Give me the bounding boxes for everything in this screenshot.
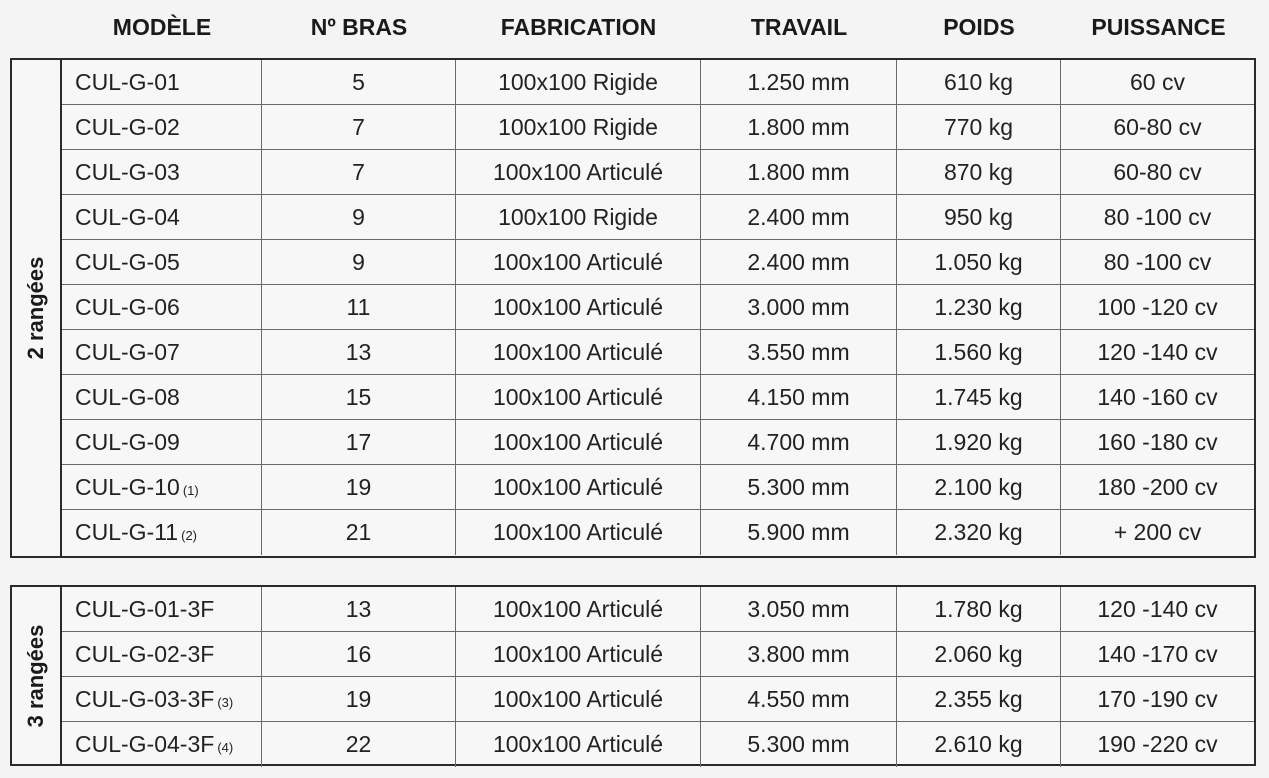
cell-travail: [701, 330, 897, 374]
cell-puissance-text: 100 -120 cv: [1097, 294, 1218, 320]
table-row: [62, 420, 1254, 465]
table-row: [62, 330, 1254, 375]
cell-puissance: [1061, 465, 1254, 509]
cell-model-text: CUL-G-01: [75, 69, 180, 95]
cell-model: [62, 105, 262, 149]
cell-fabrication-text: 100x100 Articulé: [492, 641, 664, 667]
cell-arms-text: 21: [345, 519, 372, 545]
cell-model-text: CUL-G-07: [75, 339, 180, 365]
group-label: [12, 587, 62, 764]
cell-arms-text: 19: [345, 474, 372, 500]
group-2-rangees: [10, 58, 1256, 558]
header-poids: POIDS: [943, 14, 1015, 40]
cell-poids: [897, 375, 1061, 419]
cell-arms: [262, 587, 456, 631]
cell-model: [62, 722, 262, 767]
cell-arms-text: 16: [345, 641, 372, 667]
cell-arms-text: 13: [345, 339, 372, 365]
table-row: [62, 60, 1254, 105]
cell-travail-text: 4.150 mm: [747, 384, 850, 410]
cell-puissance-text: 160 -180 cv: [1097, 429, 1218, 455]
cell-travail-text: 5.300 mm: [747, 731, 850, 757]
cell-travail-text: 1.800 mm: [747, 159, 850, 185]
cell-model-text: CUL-G-05: [75, 249, 180, 275]
cell-travail: [701, 465, 897, 509]
cell-poids: [897, 420, 1061, 464]
cell-arms: [262, 240, 456, 284]
cell-arms: [262, 632, 456, 676]
cell-arms-text: 11: [346, 294, 371, 320]
cell-puissance-text: 190 -220 cv: [1097, 731, 1218, 757]
table-row: [62, 587, 1254, 632]
cell-puissance-text: 80 -100 cv: [1103, 204, 1212, 230]
table-row: [62, 510, 1254, 555]
table-row: [62, 195, 1254, 240]
cell-arms-text: 13: [345, 596, 372, 622]
cell-fabrication-text: 100x100 Articulé: [492, 731, 664, 757]
footnote-marker: (2): [181, 528, 197, 543]
group-label-text: 3 rangées: [23, 624, 48, 727]
cell-travail-text: 1.800 mm: [747, 114, 850, 140]
cell-fabrication: [456, 60, 701, 104]
cell-model: [62, 150, 262, 194]
cell-fabrication-text: 100x100 Articulé: [492, 429, 664, 455]
cell-travail-text: 2.400 mm: [747, 204, 850, 230]
cell-model: [62, 195, 262, 239]
cell-travail: [701, 587, 897, 631]
header-arms: Nº BRAS: [310, 14, 408, 40]
cell-poids-text: 1.920 kg: [934, 429, 1023, 455]
cell-arms: [262, 722, 456, 767]
cell-poids-text: 1.780 kg: [934, 596, 1023, 622]
cell-puissance: [1061, 587, 1254, 631]
cell-travail: [701, 632, 897, 676]
footnote-marker: (4): [217, 740, 234, 755]
header-model: MODÈLE: [112, 14, 212, 40]
cell-arms-text: 15: [345, 384, 372, 410]
cell-poids: [897, 677, 1061, 721]
cell-model-text: CUL-G-04: [75, 204, 180, 230]
cell-poids-text: 2.100 kg: [934, 474, 1023, 500]
cell-travail-text: 3.000 mm: [747, 294, 850, 320]
cell-arms-text: 7: [352, 114, 365, 140]
cell-puissance: [1061, 150, 1254, 194]
cell-model: [62, 375, 262, 419]
cell-poids-text: 1.745 kg: [934, 384, 1023, 410]
cell-fabrication: [456, 722, 701, 767]
cell-fabrication-text: 100x100 Articulé: [492, 384, 664, 410]
cell-poids-text: 610 kg: [943, 69, 1014, 95]
cell-poids-text: 1.560 kg: [934, 339, 1023, 365]
cell-puissance: [1061, 420, 1254, 464]
table-row: [62, 465, 1254, 510]
cell-model: [62, 60, 262, 104]
cell-poids-text: 870 kg: [943, 159, 1014, 185]
cell-travail-text: 3.800 mm: [747, 641, 850, 667]
cell-puissance: [1061, 375, 1254, 419]
cell-poids-text: 2.355 kg: [934, 686, 1023, 712]
cell-arms: [262, 375, 456, 419]
cell-model-text: CUL-G-06: [75, 294, 180, 320]
group-rows: [62, 60, 1254, 556]
cell-puissance: [1061, 195, 1254, 239]
header-travail: TRAVAIL: [750, 14, 848, 40]
cell-arms-text: 9: [352, 249, 365, 275]
cell-poids: [897, 240, 1061, 284]
cell-travail-text: 4.550 mm: [747, 686, 850, 712]
cell-puissance: [1061, 285, 1254, 329]
cell-puissance-text: 80 -100 cv: [1103, 249, 1212, 275]
group-label: [12, 60, 62, 556]
footnote-marker: (3): [217, 695, 234, 710]
cell-model: [62, 465, 262, 509]
cell-model-text: CUL-G-03: [75, 159, 180, 185]
cell-poids: [897, 510, 1061, 555]
group-label-text: 2 rangées: [23, 256, 48, 360]
cell-fabrication: [456, 632, 701, 676]
cell-travail: [701, 722, 897, 767]
cell-poids-text: 950 kg: [943, 204, 1014, 230]
cell-fabrication: [456, 105, 701, 149]
cell-model-text: CUL-G-01-3F: [75, 596, 215, 622]
cell-puissance: [1061, 510, 1254, 555]
cell-travail: [701, 240, 897, 284]
cell-arms: [262, 330, 456, 374]
cell-model: [62, 240, 262, 284]
cell-fabrication: [456, 375, 701, 419]
cell-travail: [701, 375, 897, 419]
cell-puissance: [1061, 677, 1254, 721]
cell-fabrication-text: 100x100 Rigide: [498, 114, 658, 140]
cell-arms-text: 19: [345, 686, 372, 712]
cell-arms-text: 9: [352, 204, 365, 230]
cell-model: [62, 632, 262, 676]
cell-poids-text: 1.230 kg: [934, 294, 1023, 320]
cell-puissance-text: 60-80 cv: [1113, 114, 1202, 140]
cell-model: [62, 510, 262, 555]
cell-poids-text: 2.320 kg: [934, 519, 1023, 545]
cell-poids: [897, 105, 1061, 149]
table-row: [62, 722, 1254, 767]
cell-travail-text: 4.700 mm: [747, 429, 850, 455]
cell-model-text: CUL-G-08: [75, 384, 180, 410]
header-fabrication: FABRICATION: [500, 14, 657, 40]
cell-arms: [262, 285, 456, 329]
cell-fabrication: [456, 587, 701, 631]
cell-travail: [701, 105, 897, 149]
table-row: [62, 375, 1254, 420]
cell-travail: [701, 420, 897, 464]
cell-fabrication: [456, 677, 701, 721]
cell-model-text: CUL-G-04-3F: [75, 731, 215, 757]
table-row: [62, 677, 1254, 722]
cell-arms: [262, 420, 456, 464]
cell-poids: [897, 465, 1061, 509]
cell-travail-text: 5.900 mm: [747, 519, 850, 545]
cell-puissance-text: 170 -190 cv: [1097, 686, 1218, 712]
cell-puissance: [1061, 105, 1254, 149]
cell-poids: [897, 330, 1061, 374]
cell-fabrication-text: 100x100 Articulé: [492, 519, 664, 545]
cell-arms-text: 22: [345, 731, 372, 757]
cell-puissance-text: 60 cv: [1130, 69, 1185, 95]
group-3-rangees: [10, 585, 1256, 766]
cell-travail-text: 2.400 mm: [747, 249, 850, 275]
cell-poids: [897, 587, 1061, 631]
cell-fabrication: [456, 195, 701, 239]
cell-poids: [897, 150, 1061, 194]
cell-fabrication-text: 100x100 Articulé: [492, 596, 664, 622]
cell-poids-text: 2.610 kg: [934, 731, 1023, 757]
header-puissance: PUISSANCE: [1091, 14, 1226, 40]
cell-travail-text: 5.300 mm: [747, 474, 850, 500]
cell-poids: [897, 285, 1061, 329]
cell-arms: [262, 60, 456, 104]
cell-fabrication-text: 100x100 Articulé: [492, 294, 664, 320]
cell-puissance-text: 60-80 cv: [1113, 159, 1202, 185]
table-header: [0, 0, 1269, 56]
cell-fabrication: [456, 330, 701, 374]
table-row: [62, 632, 1254, 677]
cell-model: [62, 677, 262, 721]
cell-poids: [897, 632, 1061, 676]
cell-poids-text: 770 kg: [943, 114, 1014, 140]
cell-arms-text: 17: [345, 429, 372, 455]
cell-travail: [701, 510, 897, 555]
cell-model-text: CUL-G-02-3F: [75, 641, 215, 667]
cell-model-text: CUL-G-11: [75, 519, 179, 545]
cell-fabrication: [456, 150, 701, 194]
cell-arms: [262, 150, 456, 194]
cell-fabrication: [456, 285, 701, 329]
cell-travail-text: 1.250 mm: [747, 69, 850, 95]
group-rows: [62, 587, 1254, 764]
cell-poids: [897, 195, 1061, 239]
cell-travail: [701, 150, 897, 194]
cell-travail-text: 3.050 mm: [747, 596, 850, 622]
cell-travail-text: 3.550 mm: [747, 339, 850, 365]
cell-fabrication-text: 100x100 Rigide: [498, 204, 658, 230]
cell-model: [62, 330, 262, 374]
cell-travail: [701, 195, 897, 239]
cell-poids-text: 2.060 kg: [934, 641, 1023, 667]
cell-puissance: [1061, 632, 1254, 676]
cell-model: [62, 285, 262, 329]
cell-puissance: [1061, 722, 1254, 767]
cell-fabrication: [456, 240, 701, 284]
cell-arms-text: 7: [352, 159, 365, 185]
cell-puissance: [1061, 240, 1254, 284]
cell-arms: [262, 105, 456, 149]
cell-puissance-text: 140 -170 cv: [1097, 641, 1218, 667]
cell-poids: [897, 722, 1061, 767]
cell-poids: [897, 60, 1061, 104]
cell-fabrication-text: 100x100 Articulé: [492, 474, 664, 500]
cell-puissance-text: 120 -140 cv: [1097, 596, 1218, 622]
cell-fabrication-text: 100x100 Articulé: [492, 159, 664, 185]
cell-model-text: CUL-G-02: [75, 114, 180, 140]
cell-travail: [701, 285, 897, 329]
table-row: [62, 105, 1254, 150]
table-row: [62, 240, 1254, 285]
cell-model-text: CUL-G-10: [75, 474, 180, 500]
cell-arms-text: 5: [352, 69, 365, 95]
cell-fabrication-text: 100x100 Articulé: [492, 339, 664, 365]
cell-puissance-text: + 200 cv: [1113, 519, 1202, 545]
cell-puissance-text: 180 -200 cv: [1097, 474, 1218, 500]
cell-fabrication-text: 100x100 Rigide: [498, 69, 658, 95]
cell-model: [62, 420, 262, 464]
cell-arms: [262, 677, 456, 721]
table-row: [62, 285, 1254, 330]
cell-model: [62, 587, 262, 631]
cell-arms: [262, 465, 456, 509]
cell-arms: [262, 510, 456, 555]
cell-arms: [262, 195, 456, 239]
cell-puissance-text: 120 -140 cv: [1097, 339, 1218, 365]
cell-poids-text: 1.050 kg: [934, 249, 1023, 275]
cell-puissance: [1061, 330, 1254, 374]
cell-puissance-text: 140 -160 cv: [1097, 384, 1218, 410]
table-row: [62, 150, 1254, 195]
cell-travail: [701, 677, 897, 721]
cell-fabrication: [456, 465, 701, 509]
cell-fabrication: [456, 510, 701, 555]
cell-fabrication: [456, 420, 701, 464]
cell-fabrication-text: 100x100 Articulé: [492, 249, 664, 275]
footnote-marker: (1): [182, 483, 199, 498]
cell-fabrication-text: 100x100 Articulé: [492, 686, 664, 712]
cell-travail: [701, 60, 897, 104]
cell-model-text: CUL-G-09: [75, 429, 180, 455]
cell-puissance: [1061, 60, 1254, 104]
cell-model-text: CUL-G-03-3F: [75, 686, 215, 712]
